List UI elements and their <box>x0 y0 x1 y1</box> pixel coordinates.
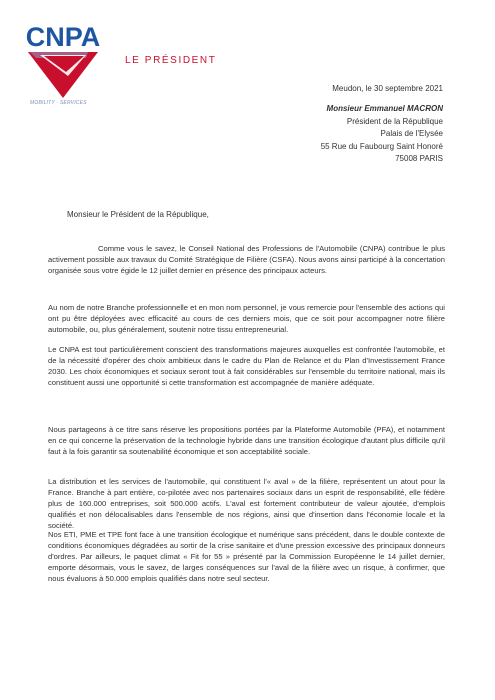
paragraph-5: La distribution et les services de l'automobile, qui constituent l'« aval » de la filière, représentent un atout pour la France. Branche à part entière, co-pilotée avec nos partenaires sociaux dans un esprit de responsabilité, elle fédère plus de 160.000 entreprises, soit 500.000 actifs. L'aval est fortement contributeur de valeur ajoutée, d'emplois qualifiés et non délocalisables dans l'ensemble de nos régions, ainsi que d'insertion dans l'économie locale et la société. <box>48 477 445 530</box>
recipient-place: Palais de l'Elysée <box>380 129 443 138</box>
salutation: Monsieur le Président de la République, <box>67 210 209 219</box>
logo-wordmark: CNPA <box>25 22 101 52</box>
recipient-name: Monsieur Emmanuel MACRON <box>326 104 443 113</box>
logo-tagline: MOBILITY · SERVICES <box>30 100 87 106</box>
paragraph-1: Comme vous le savez, le Conseil National des Professions de l'Automobile (CNPA) contribue le plus activement possible aux travaux du Comité Stratégique de Filière (CSFA). Nous avons ainsi participé à la concertation organisée sous votre égide le 12 juillet dernier en présence des principaux acteurs. <box>48 244 445 275</box>
recipient-title: Président de la République <box>346 116 443 126</box>
cnpa-logo <box>24 24 114 106</box>
paragraph-2: Au nom de notre Branche professionnelle et en mon nom personnel, je vous remercie pour l'ensemble des actions qui ont pu être déployées avec efficacité au cours de ces derniers mois, que ce soit pour accompagner notre filière automobile, ou, plus généralement, soutenir notre tissu entrepreneurial. <box>48 303 445 334</box>
letterhead-title: LE PRÉSIDENT <box>125 55 217 66</box>
paragraph-3: Le CNPA est tout particulièrement conscient des transformations majeures auxquelles est confrontée l'automobile, et de la nécessité d'opérer des choix ambitieux dans le cadre du Plan de Relance et du Plan d'Investissement France 2030. Les choix économiques et sociaux seront tout à fait considérables sur l'ensemble du territoire national, mais ils constituent aussi une opportunité si cette transformation est accompagnée de manière adéquate. <box>48 345 445 387</box>
recipient-street: 55 Rue du Faubourg Saint Honoré <box>320 141 443 151</box>
letter-date: Meudon, le 30 septembre 2021 <box>332 84 443 93</box>
recipient-city: 75008 PARIS <box>395 154 443 163</box>
paragraph-6: Nos ETI, PME et TPE font face à une transition écologique et numérique sans précédent, dans le double contexte de conditions économiques dégradées au sortir de la crise sanitaire et d'une pression excessive des principaux donneurs d'ordres. Par ailleurs, le paquet climat « Fit for 55 » présenté par la Commission Européenne le 14 juillet dernier, emporte désormais, vous le savez, de larges conséquences sur l'aval de la filière avec un risque, à confirmer, que nous évaluons à 50.000 emplois qualifiés dans notre seul secteur. <box>48 530 445 583</box>
paragraph-4: Nous partageons à ce titre sans réserve les propositions portées par la Plateforme Automobile (PFA), et notamment en ce qui concerne la préservation de la technologie hybride dans une transition écologique d'autant plus difficile qu'il faut à la fois garantir sa soutenabilité économique et son acceptabilité sociale. <box>48 425 445 456</box>
recipient-address <box>321 103 443 166</box>
logo-triangle-icon <box>28 52 98 98</box>
